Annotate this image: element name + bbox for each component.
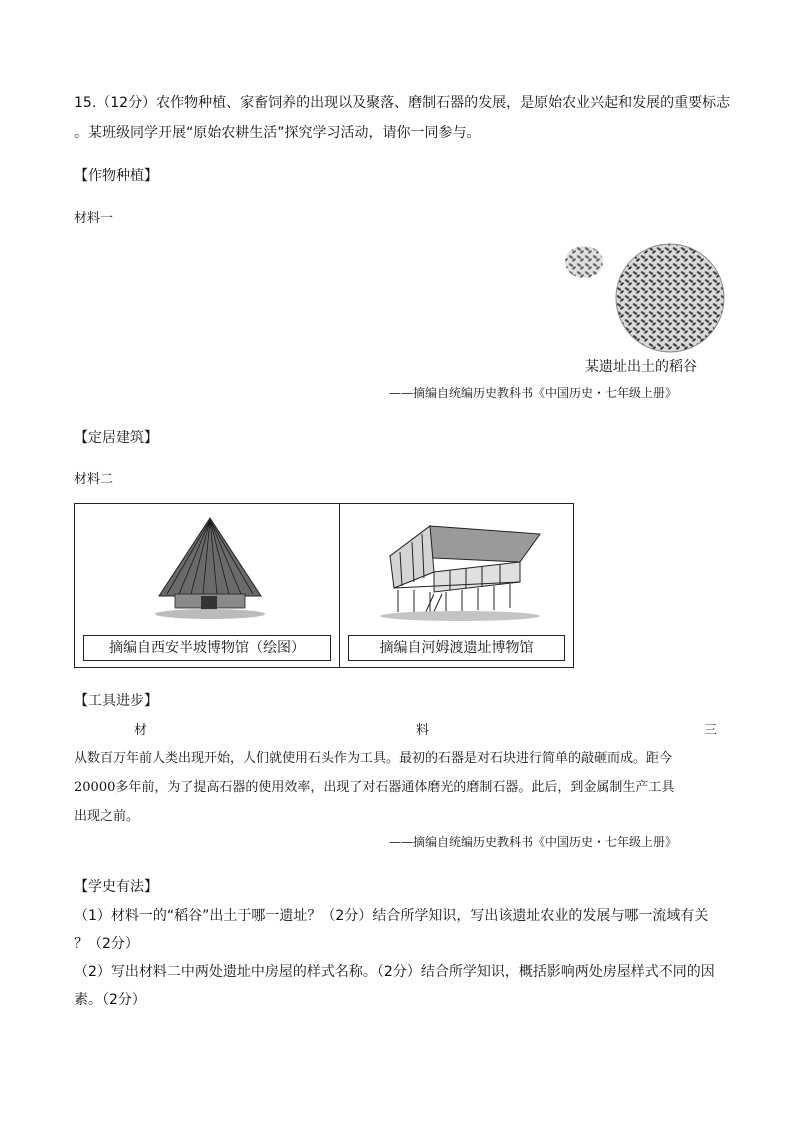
source-1: ——摘编自统编历史教科书《中国历史・七年级上册》: [389, 386, 678, 400]
banpo-caption: 摘编自西安半坡博物馆（绘图）: [83, 635, 331, 661]
question-line-2: 。某班级同学开展“原始农耕生活”探究学习活动，请你一同参与。: [74, 125, 481, 141]
hemudu-caption: 摘编自河姆渡遗址博物馆: [348, 635, 565, 661]
source-3: ——摘编自统编历史教科书《中国历史・七年级上册》: [389, 835, 678, 849]
material-label-2: 材料二: [74, 472, 114, 487]
section-heading-tools: 【工具进步】: [74, 693, 158, 709]
section-heading-methods: 【学史有法】: [74, 879, 158, 895]
material-3-line-2: 20000多年前，为了提高石器的使用效率，出现了对石器通体磨光的磨制石器。此后，到金属制生产工具: [74, 780, 675, 795]
material-label-1: 材料一: [74, 211, 114, 226]
section-heading-crops: 【作物种植】: [74, 168, 158, 184]
stilt-house-image: [370, 516, 550, 626]
material-label-3c: 三: [704, 723, 718, 738]
section-heading-dwellings: 【定居建筑】: [74, 430, 158, 446]
rice-caption: 某遗址出土的稻谷: [585, 359, 697, 375]
material-3-line-1: 从数百万年前人类出现开始，人们就使用石头作为工具。最初的石器是对石块进行简单的敲砸而成。距今: [74, 751, 673, 766]
question-1-line-2: ？（2分）: [74, 936, 139, 952]
material-label-3a: 材: [134, 723, 148, 738]
question-line-1: 15.（12分）农作物种植、家畜饲养的出现以及聚落、磨制石器的发展，是原始农业兴起和发展的重要标志: [74, 95, 731, 111]
rice-grain-image: [560, 238, 730, 358]
material-label-3b: 料: [416, 723, 430, 738]
question-2-line-1: （2）写出材料二中两处遗址中房屋的样式名称。（2分）结合所学知识，概括影响两处房屋样式不同的因: [74, 964, 715, 980]
dwelling-figure-table: [74, 503, 574, 668]
material-3-line-3: 出现之前。: [74, 809, 140, 824]
question-1-line-1: （1）材料一的“稻谷”出土于哪一遗址？（2分）结合所学知识，写出该遗址农业的发展与哪一流域有关: [74, 908, 709, 924]
banpo-cell: [75, 504, 340, 667]
round-hut-image: [145, 514, 275, 624]
hemudu-cell: [340, 504, 573, 667]
question-2-line-2: 素。（2分）: [74, 992, 146, 1008]
